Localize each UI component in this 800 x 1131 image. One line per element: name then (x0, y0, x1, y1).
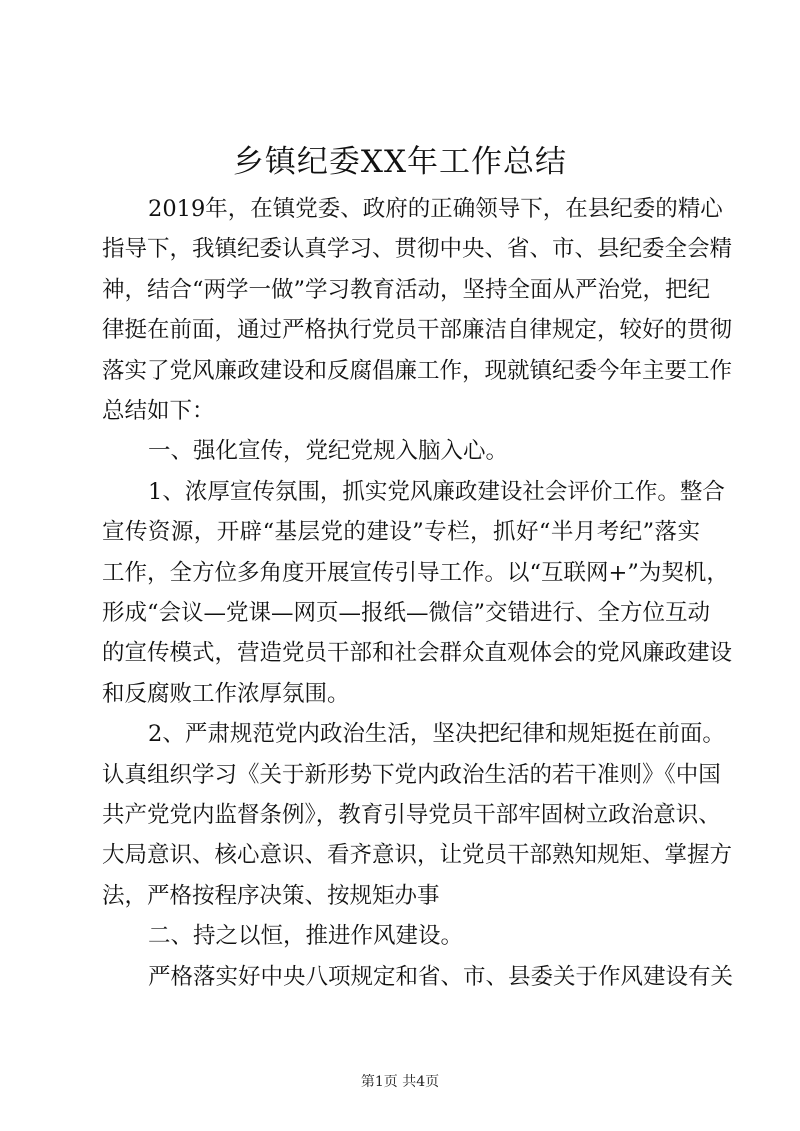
text-line: 指导下，我镇纪委认真学习、贯彻中央、省、市、县纪委全会精 (102, 236, 733, 262)
text-line: 法，严格按程序决策、按规矩办事 (102, 883, 440, 909)
text-line: 1、浓厚宣传氛围，抓实党风廉政建设社会评价工作。整合 (148, 479, 725, 505)
text-line: 认真组织学习《关于新形势下党内政治生活的若干准则》《中国 (102, 762, 721, 788)
text-line: 的宣传模式，营造党员干部和社会群众直观体会的党风廉政建设 (102, 640, 733, 666)
text-line: 律挺在前面，通过严格执行党员干部廉洁自律规定，较好的贯彻 (102, 317, 733, 343)
text-line: 2、严肃规范党内政治生活，坚决把纪律和规矩挺在前面。 (148, 721, 725, 747)
text-line: 形成“会议—党课—网页—报纸—微信”交错进行、全方位互动 (102, 600, 711, 626)
text-line: 落实了党风廉政建设和反腐倡廉工作，现就镇纪委今年主要工作 (102, 358, 733, 384)
section-heading: 一、强化宣传，党纪党规入脑入心。 (148, 438, 509, 464)
text-line: 共产党党内监督条例》，教育引导党员干部牢固树立政治意识、 (102, 802, 721, 828)
text-line: 总结如下： (102, 398, 215, 424)
text-line: 工作，全方位多角度开展宣传引导工作。以“互联网+”为契机， (102, 560, 729, 586)
text-line: 宣传资源，开辟“基层党的建设”专栏，抓好“半月考纪”落实 (102, 519, 700, 545)
document-title: 乡镇纪委XX年工作总结 (232, 144, 568, 180)
text-line: 2019年，在镇党委、政府的正确领导下，在县纪委的精心 (148, 196, 723, 222)
page-footer: 第1页 共4页 (360, 1074, 440, 1090)
text-line: 和反腐败工作浓厚氛围。 (102, 681, 350, 707)
text-line: 大局意识、核心意识、看齐意识，让党员干部熟知规矩、掌握方 (102, 842, 733, 868)
section-heading: 二、持之以恒，推进作风建设。 (148, 923, 464, 949)
text-line: 神，结合“两学一做”学习教育活动，坚持全面从严治党，把纪 (102, 277, 711, 303)
text-line: 严格落实好中央八项规定和省、市、县委关于作风建设有关 (148, 964, 734, 990)
